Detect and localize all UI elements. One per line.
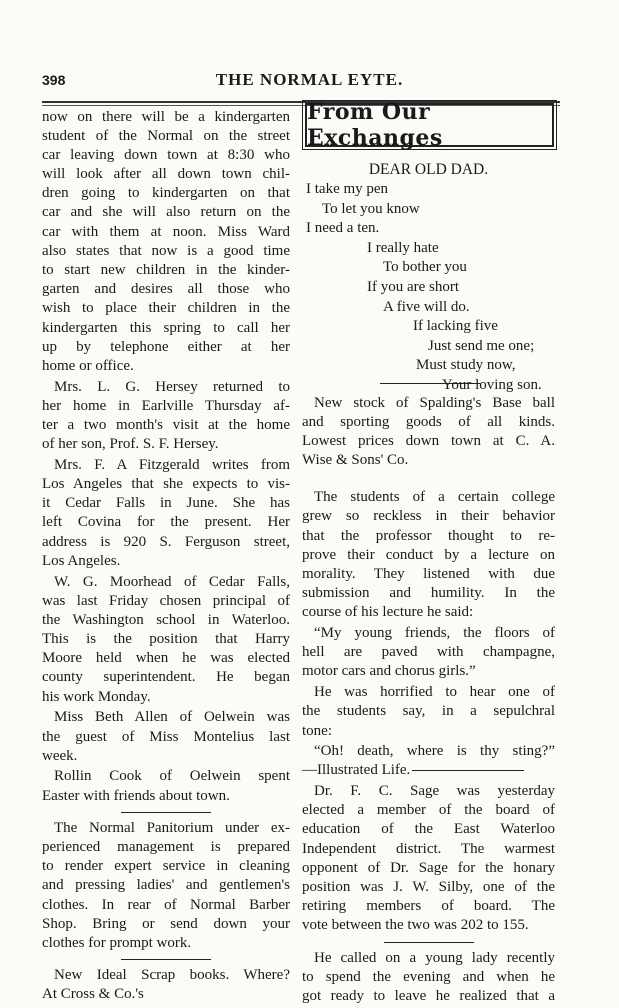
text-line: motor cars and chorus girls.” xyxy=(302,663,476,680)
text-line: He called on a young lady recently xyxy=(314,949,555,966)
text-line: vote between the two was 202 to 155. xyxy=(302,917,529,934)
text-line: it Cedar Falls in June. She has xyxy=(42,495,290,512)
text-line: of her son, Prof. S. F. Hersey. xyxy=(42,436,219,453)
text-line: Lowest prices down town at C. A. xyxy=(302,432,555,449)
text-line: car leaving down town at 8:30 who xyxy=(42,146,290,163)
text-line: retiring members of board. The xyxy=(302,898,555,915)
poem-line: Your loving son. xyxy=(442,376,542,393)
poem-line: If lacking five xyxy=(413,318,498,335)
text-line: Easter with friends about town. xyxy=(42,787,230,804)
poem-line: I take my pen xyxy=(306,181,389,197)
paragraph xyxy=(42,573,290,707)
text-line: Miss Beth Allen of Oelwein was xyxy=(54,709,290,726)
section-rule xyxy=(121,959,211,960)
text-line: grew so reckless in their behavior xyxy=(302,508,555,525)
text-line: course of his lecture he said: xyxy=(302,604,474,621)
section-rule xyxy=(121,812,211,813)
right-column xyxy=(302,392,555,1006)
text-line: New Ideal Scrap books. Where? xyxy=(54,967,290,984)
text-line: home or office. xyxy=(42,357,134,374)
text-line: address is 920 S. Ferguson street, xyxy=(42,533,290,550)
text-line: “My young friends, the floors of xyxy=(314,625,555,642)
paragraph xyxy=(302,683,555,741)
paragraph xyxy=(42,708,290,766)
text-line: her home in Earlville Thursday af- xyxy=(42,397,290,414)
text-line: Shop. Bring or send down your xyxy=(42,915,290,932)
text-line: week. xyxy=(42,747,78,764)
paragraph xyxy=(42,456,290,571)
text-line: Los Angeles. xyxy=(42,552,121,569)
text-line: county superintendent. He began xyxy=(42,669,290,686)
paragraph xyxy=(42,966,290,1004)
text-line: the guest of Miss Montelius last xyxy=(42,728,290,745)
text-line: left Covina for the present. Her xyxy=(42,514,290,531)
exchanges-heading-box xyxy=(302,100,557,150)
poem-line: A five will do. xyxy=(383,298,470,315)
text-line: that the professor thought to re- xyxy=(302,527,555,544)
page-number: 398 xyxy=(42,72,66,88)
text-line: position was J. W. Silby, one of the xyxy=(302,879,555,895)
text-line: At Cross & Co.'s xyxy=(42,986,144,1003)
text-line: also states that now is a good time xyxy=(42,242,290,259)
section-rule xyxy=(384,942,474,943)
text-line: W. G. Moorhead of Cedar Falls, xyxy=(54,573,290,590)
text-line: Mrs. F. A Fitzgerald writes from xyxy=(54,456,290,473)
section-rule xyxy=(380,383,480,384)
text-line: tone: xyxy=(302,722,332,739)
text-line: and pressing ladies' and gentlemen's xyxy=(42,877,290,894)
text-line: clothes for prompt work. xyxy=(42,934,192,951)
text-line: got ready to leave he realized that a xyxy=(302,987,555,1004)
text-line: Rollin Cook of Oelwein spent xyxy=(54,768,290,785)
left-column xyxy=(42,106,290,1004)
paragraph xyxy=(302,782,555,936)
text-line: “Oh! death, where is thy sting?” xyxy=(314,743,555,760)
text-line: Moore held when he was elected xyxy=(42,650,290,667)
text-line: elected a member of the board of xyxy=(302,802,555,819)
paragraph xyxy=(302,488,555,622)
text-line: will look after all down town chil- xyxy=(42,166,290,183)
text-line: morality. They listened with due xyxy=(302,566,555,582)
text-line: clothes. In rear of Normal Barber xyxy=(42,896,290,913)
running-title: THE NORMAL EYTE. xyxy=(215,70,404,89)
text-line xyxy=(302,761,555,780)
poem xyxy=(306,181,542,397)
paragraph xyxy=(42,378,290,455)
paragraph xyxy=(302,949,555,1007)
paragraph xyxy=(302,742,555,780)
text-line: hell are paved with champagne, xyxy=(302,644,555,661)
text-line: Mrs. L. G. Hersey returned to xyxy=(54,378,290,395)
text-line: opponent of Dr. Sage for the honary xyxy=(302,859,555,876)
poem-line: Just send me one; xyxy=(428,337,535,354)
text-line: his work Monday. xyxy=(42,688,151,705)
poem-line: I really hate xyxy=(367,239,439,256)
text-line: perienced management is prepared xyxy=(42,838,290,855)
text-line: Independent district. The warmest xyxy=(302,840,555,857)
text-line: up by telephone either at her xyxy=(42,338,290,355)
text-line: garten and desires all those who xyxy=(42,281,290,298)
text-line: to start new children in the kinder- xyxy=(42,262,290,278)
exchanges-heading: From Our Exchanges xyxy=(305,103,554,147)
text-line: car and she will also return on the xyxy=(42,204,290,221)
text-line: The students of a certain college xyxy=(314,489,555,506)
text-line: Los Angeles that she expects to vis- xyxy=(42,476,290,493)
text-line: He was horrified to hear one of xyxy=(314,684,555,701)
text-line: car with them at noon. Miss Ward xyxy=(42,223,290,240)
poem-line: To let you know xyxy=(322,200,420,217)
text-line: was last Friday chosen principal of xyxy=(42,592,290,609)
text-line: Dr. F. C. Sage was yesterday xyxy=(314,783,555,800)
text-line: kindergarten this spring to call her xyxy=(42,319,290,336)
paragraph xyxy=(42,767,290,805)
text-line: New stock of Spalding's Base ball xyxy=(314,394,555,411)
poem-title: DEAR OLD DAD. xyxy=(368,161,489,178)
text-line: the students say, in a sepulchral xyxy=(302,703,555,720)
poem-line: To bother you xyxy=(383,259,467,276)
text-line: and sporting goods of all kinds. xyxy=(302,413,555,430)
text-line: education of the East Waterloo xyxy=(302,821,555,838)
text-line: the Washington school in Waterloo. xyxy=(42,611,290,628)
paragraph xyxy=(42,819,290,953)
text-line: The Normal Panitorium under ex- xyxy=(54,819,290,836)
text-line: wish to place their children in the xyxy=(42,300,290,317)
text-line: now on there will be a kindergarten xyxy=(42,108,290,125)
text-line: to spend the evening and when he xyxy=(302,968,555,985)
poem-line: Must study now, xyxy=(416,357,516,374)
poem-line: If you are short xyxy=(367,278,460,295)
text-line: submission and humility. In the xyxy=(302,585,555,602)
section-rule xyxy=(412,770,524,771)
text-line: Wise & Sons' Co. xyxy=(302,452,409,469)
text-line: This is the position that Harry xyxy=(42,631,290,648)
poem-line: I need a ten. xyxy=(306,220,380,237)
text-line: prove their conduct by a lecture on xyxy=(302,546,555,563)
paragraph xyxy=(42,108,290,377)
attribution: —Illustrated Life. xyxy=(302,762,411,779)
paragraph xyxy=(302,394,555,471)
paragraph xyxy=(302,624,555,682)
text-line: to render expert service in cleaning xyxy=(42,858,290,875)
text-line: student of the Normal on the street xyxy=(42,127,290,144)
text-line: dren going to kindergarten on that xyxy=(42,185,290,202)
text-line: ter a two month's visit at the home xyxy=(42,417,290,433)
